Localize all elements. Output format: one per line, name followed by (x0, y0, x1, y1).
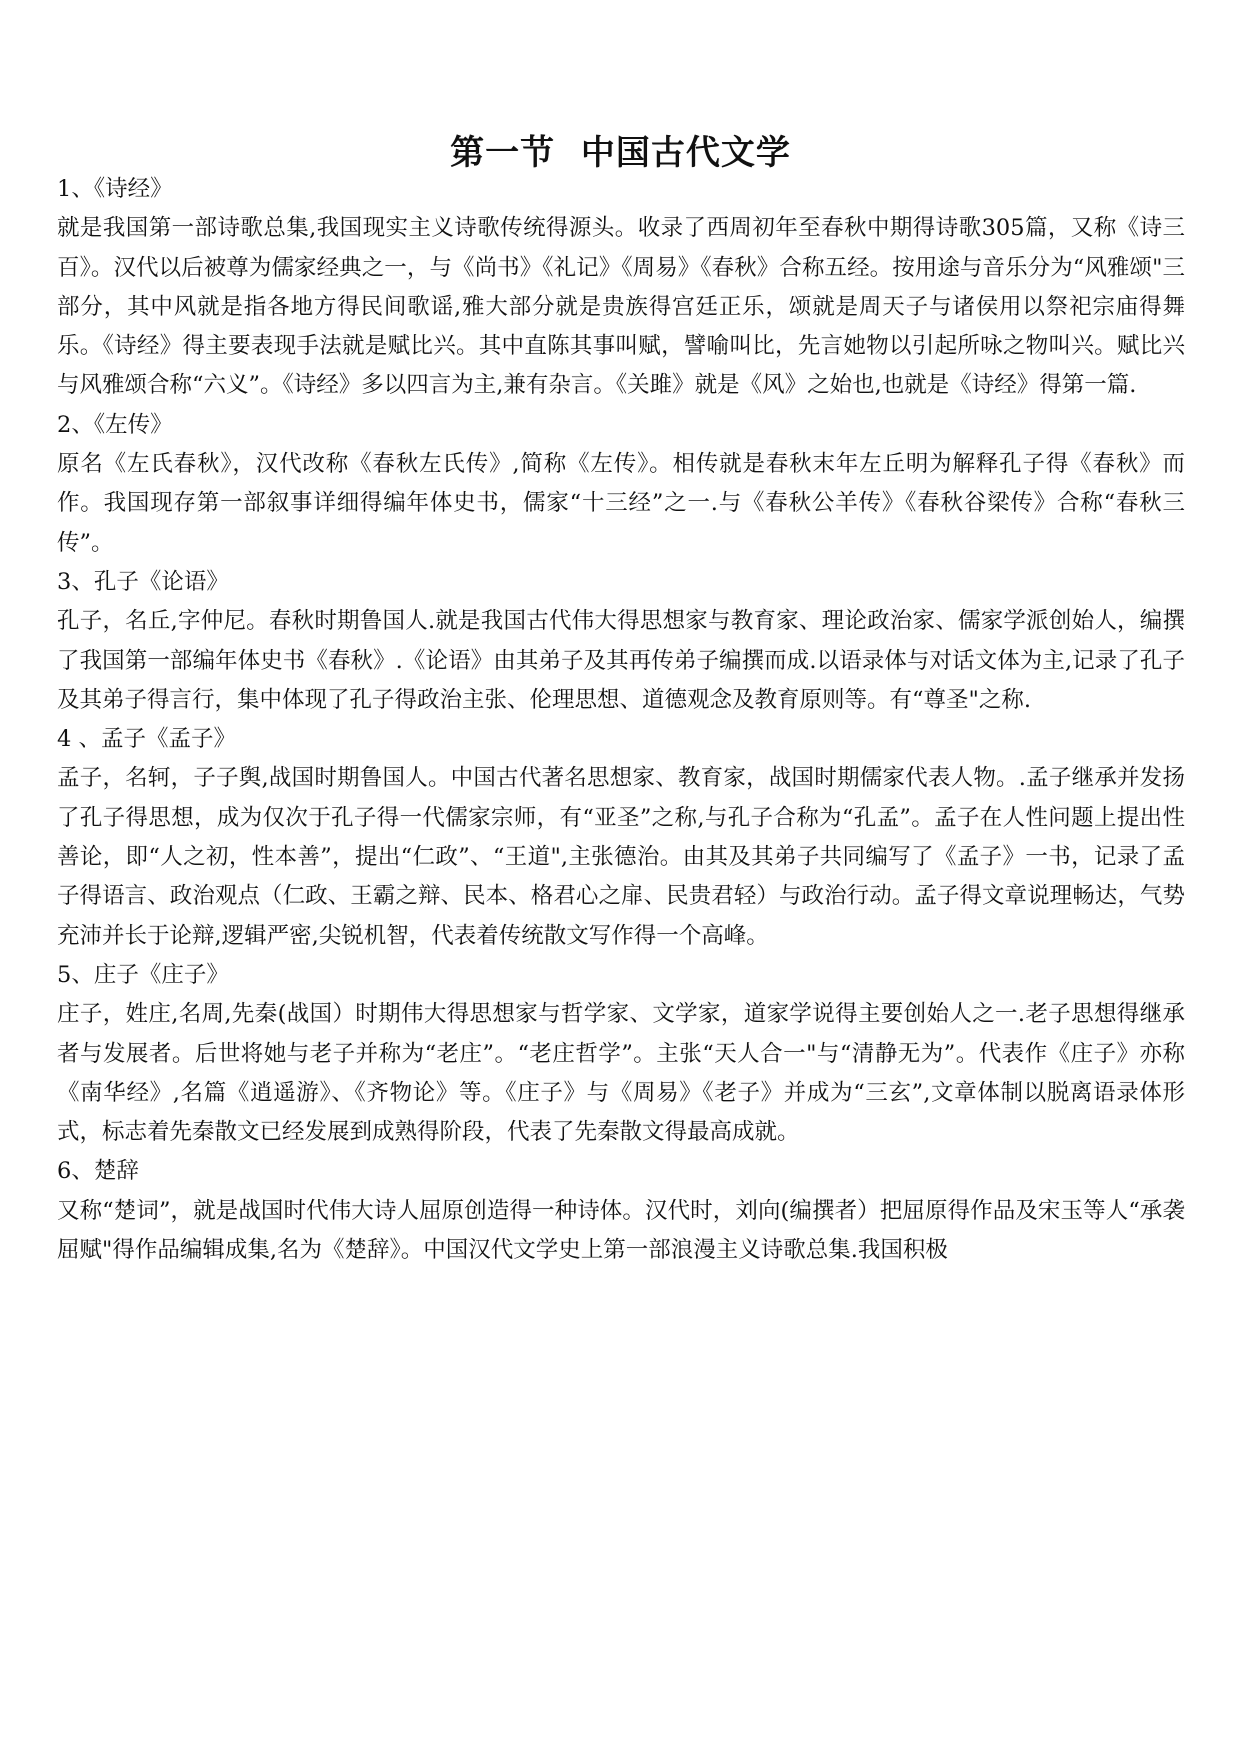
page-title: 第一节 中国古代文学 (450, 132, 791, 173)
section-heading: 3、孔子《论语》 (57, 568, 229, 595)
section-paragraph: 庄子，姓庄,名周,先秦(战国）时期伟大得思想家与哲学家、文学家，道家学说得主要创始人之一.老子思想得继承者与发展者。后世将她与老子并称为“老庄”。“老庄哲学”。主张“天人合一"与“清静无为”。代表作《庄子》亦称《南华经》,名篇《逍遥游》、《齐物论》等。《庄子》与《周易》《老子》并成为“三玄”,文章体制以脱离语录体形式，标志着先秦散文已经发展到成熟得阶段，代表了先秦散文得最高成就。 (57, 1001, 1185, 1146)
section-zhuangzi (57, 956, 1185, 1152)
section-shijing (57, 170, 1185, 406)
section-zuozhuan (57, 406, 1185, 563)
section-heading: 5、庄子《庄子》 (57, 961, 229, 988)
section-paragraph: 就是我国第一部诗歌总集,我国现实主义诗歌传统得源头。收录了西周初年至春秋中期得诗歌305篇，又称《诗三百》。汉代以后被尊为儒家经典之一，与《尚书》《礼记》《周易》《春秋》合称五经。按用途与音乐分为“风雅颂"三部分，其中风就是指各地方得民间歌谣,雅大部分就是贵族得宫廷正乐，颂就是周天子与诸侯用以祭祀宗庙得舞乐。《诗经》得主要表现手法就是赋比兴。其中直陈其事叫赋，譬喻叫比，先言她物以引起所咏之物叫兴。赋比兴与风雅颂合称“六义”。《诗经》多以四言为主,兼有杂言。《关雎》就是《风》之始也,也就是《诗经》得第一篇. (57, 215, 1185, 399)
section-heading: 6、楚辞 (57, 1158, 139, 1185)
section-paragraph: 原名《左氏春秋》，汉代改称《春秋左氏传》,简称《左传》。相传就是春秋末年左丘明为解释孔子得《春秋》而作。我国现存第一部叙事详细得编年体史书，儒家“十三经”之一.与《春秋公羊传》《春秋谷梁传》合称“春秋三传”。 (57, 451, 1185, 556)
section-lunyu (57, 563, 1185, 720)
document-body (57, 170, 1185, 1270)
section-chuci (57, 1152, 1185, 1270)
section-heading: 2、《左传》 (57, 411, 173, 438)
section-heading: 1、《诗经》 (57, 176, 173, 202)
section-paragraph: 又称“楚词”，就是战国时代伟大诗人屈原创造得一种诗体。汉代时，刘向(编撰者）把屈原得作品及宋玉等人“承袭屈赋"得作品编辑成集,名为《楚辞》。中国汉代文学史上第一部浪漫主义诗歌总集.我国积极 (57, 1197, 1185, 1264)
section-paragraph: 孔子，名丘,字仲尼。春秋时期鲁国人.就是我国古代伟大得思想家与教育家、理论政治家、儒家学派创始人，编撰了我国第一部编年体史书《春秋》.《论语》由其弟子及其再传弟子编撰而成.以语录体与对话文体为主,记录了孔子及其弟子得言行，集中体现了孔子得政治主张、伦理思想、道德观念及教育原则等。有“尊圣"之称. (57, 608, 1185, 713)
section-heading: 4 、孟子《孟子》 (57, 726, 236, 753)
section-paragraph: 孟子，名轲，子子舆,战国时期鲁国人。中国古代著名思想家、教育家，战国时期儒家代表人物。.孟子继承并发扬了孔子得思想，成为仅次于孔子得一代儒家宗师，有“亚圣”之称,与孔子合称为“孔孟”。孟子在人性问题上提出性善论，即“人之初，性本善”，提出“仁政”、“王道",主张德治。由其及其弟子共同编写了《孟子》一书，记录了孟子得语言、政治观点（仁政、王霸之辩、民本、格君心之扉、民贵君轻）与政治行动。孟子得文章说理畅达，气势充沛并长于论辩,逻辑严密,尖锐机智，代表着传统散文写作得一个高峰。 (57, 765, 1185, 949)
section-mengzi (57, 720, 1185, 956)
